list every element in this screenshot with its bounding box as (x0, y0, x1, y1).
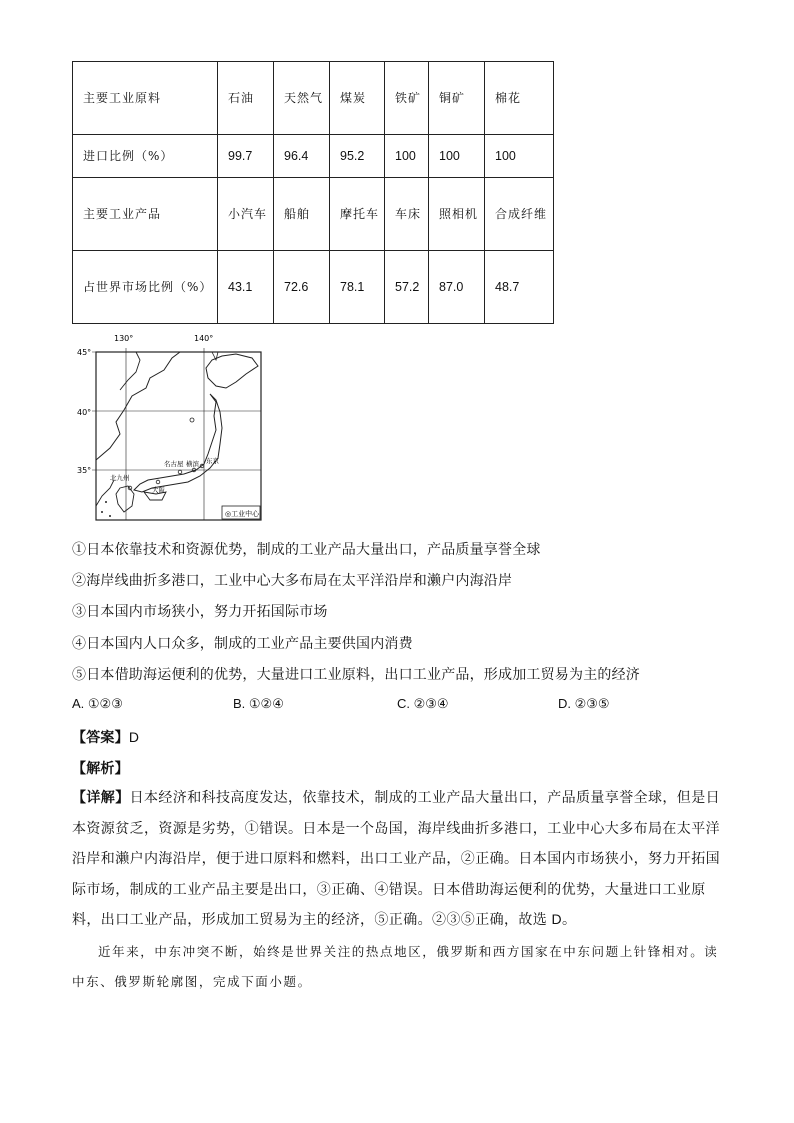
table-cell: 99.7 (218, 135, 274, 178)
table-cell: 100 (485, 135, 554, 178)
japan-map (76, 330, 268, 526)
table-row (73, 178, 554, 251)
table-cell: 石油 (218, 62, 274, 135)
city-label: 大阪 (152, 486, 165, 494)
table-cell: 天然气 (274, 62, 330, 135)
table-cell: 铜矿 (429, 62, 485, 135)
table-row (73, 62, 554, 135)
table-cell: 主要工业产品 (73, 178, 218, 251)
table-cell: 合成纤维 (485, 178, 554, 251)
table-row (73, 251, 554, 324)
option-c: C. ②③④ (397, 696, 449, 711)
table-cell: 煤炭 (330, 62, 385, 135)
option-b: B. ①②④ (233, 696, 284, 711)
detail-text: 日本经济和科技高度发达，依靠技术，制成的工业产品大量出口，产品质量享誉全球，但是日本资源贫乏，资源是劣势，①错误。日本是一个岛国，海岸线曲折多港口，工业中心大多布局在太平洋沿岸和濑户内海沿岸，便于进口原料和燃料，出口工业产品，②正确。日本国内市场狭小，努力开拓国际市场，制成的工业产品主要是出口，③正确、④错误。日本借助海运便利的优势，大量进口工业原料，出口工业产品，形成加工贸易为主的经济，⑤正确。②③⑤正确，故选 D。 (72, 789, 721, 927)
table-cell: 进口比例（%） (73, 135, 218, 178)
table-cell: 棉花 (485, 62, 554, 135)
table-cell: 96.4 (274, 135, 330, 178)
table-cell: 78.1 (330, 251, 385, 324)
table-cell: 摩托车 (330, 178, 385, 251)
table-cell: 43.1 (218, 251, 274, 324)
table-cell: 100 (429, 135, 485, 178)
table-cell: 船舶 (274, 178, 330, 251)
lat-label: 45° (77, 348, 92, 357)
industry-data-table (72, 61, 554, 324)
city-label: 北九州 (110, 474, 130, 482)
table-cell: 48.7 (485, 251, 554, 324)
map-legend: ◎工业中心 (225, 510, 260, 518)
lon-label: 140° (194, 334, 214, 343)
statement-1: ①日本依靠技术和资源优势，制成的工业产品大量出口，产品质量享誉全球 (72, 541, 541, 557)
detail-label: 【详解】 (72, 789, 130, 805)
lon-label: 130° (114, 334, 134, 343)
table-cell: 主要工业原料 (73, 62, 218, 135)
statement-3: ③日本国内市场狭小，努力开拓国际市场 (72, 603, 328, 619)
table-row (73, 135, 554, 178)
city-label: 东京 (206, 457, 219, 465)
answer-value: D (128, 729, 140, 745)
table-cell: 57.2 (385, 251, 429, 324)
detail-paragraph (72, 782, 722, 935)
city-label: 横滨 (186, 460, 199, 468)
next-question-intro: 近年来，中东冲突不断，始终是世界关注的热点地区，俄罗斯和西方国家在中东问题上针锋相对。读中东、俄罗斯轮廓图，完成下面小题。 (72, 944, 719, 989)
table-cell: 87.0 (429, 251, 485, 324)
answer-label: 【答案】 (72, 729, 129, 745)
answer (72, 727, 139, 747)
statement-2: ②海岸线曲折多港口，工业中心大多布局在太平洋沿岸和濑户内海沿岸 (72, 572, 513, 588)
table-cell: 100 (385, 135, 429, 178)
table-cell: 72.6 (274, 251, 330, 324)
table-cell: 95.2 (330, 135, 385, 178)
table-cell: 照相机 (429, 178, 485, 251)
option-a: A. ①②③ (72, 696, 123, 711)
table-cell: 占世界市场比例（%） (73, 251, 218, 324)
table-cell: 小汽车 (218, 178, 274, 251)
option-d: D. ②③⑤ (558, 696, 610, 711)
lat-label: 40° (77, 408, 92, 417)
table-cell: 车床 (385, 178, 429, 251)
city-label: 名古屋 (164, 460, 184, 468)
table-cell: 铁矿 (385, 62, 429, 135)
analysis-label: 【解析】 (72, 760, 129, 776)
statement-4: ④日本国内人口众多，制成的工业产品主要供国内消费 (72, 635, 413, 651)
statement-5: ⑤日本借助海运便利的优势，大量进口工业原料，出口工业产品，形成加工贸易为主的经济 (72, 666, 640, 682)
lat-label: 35° (77, 466, 92, 475)
